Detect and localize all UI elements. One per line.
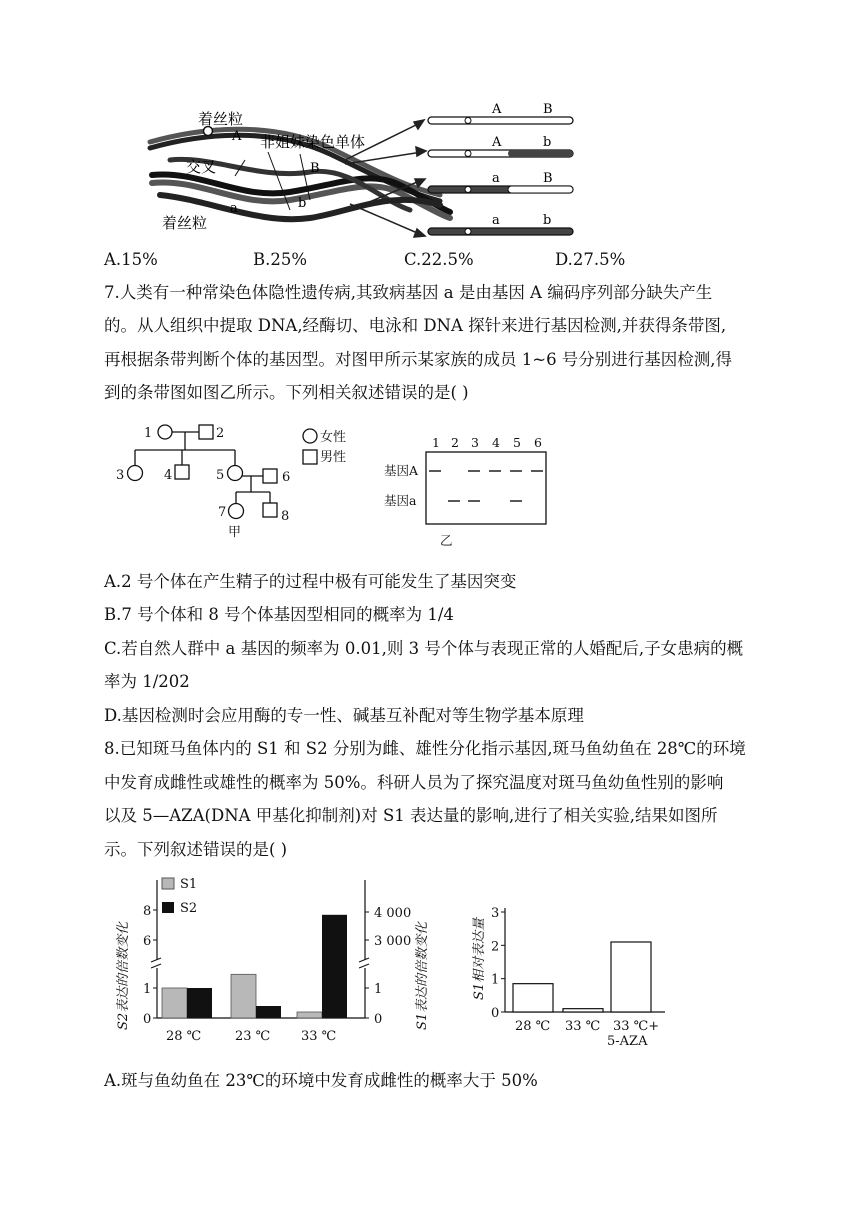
svg-text:6: 6 [282,470,291,485]
x-tick-2: 33 ℃ [301,1029,337,1044]
right-tick-1: 1 [374,982,383,997]
bar-s1-2 [297,1012,322,1018]
pedigree-figure [110,418,370,548]
right-tick-2: 3 000 [374,934,412,949]
svg-text:A: A [492,135,502,150]
pedigree-male-6 [263,469,277,483]
legend-swatch-s2 [162,902,174,913]
svg-text:4: 4 [492,435,500,450]
pedigree-female-3 [128,466,143,481]
label-nonsister: 非姐妹染色单体 [260,133,366,151]
svg-text:B: B [543,171,553,186]
q7-option-a: A.2 号个体在产生精子的过程中极有可能发生了基因突变 [104,572,517,591]
svg-text:8: 8 [281,509,290,524]
svg-text:A: A [492,102,502,117]
chromatid-Ab [428,135,573,157]
bar-s1-1 [231,974,256,1018]
q6-option-b: B.25% [253,250,308,269]
q7-option-d: D.基因检测时会应用酶的专一性、碱基互补配对等生物学基本原理 [104,706,584,725]
gel-caption: 乙 [440,533,453,547]
q7-option-b: B.7 号个体和 8 号个体基因型相同的概率为 1/4 [104,605,454,624]
pedigree-male-8 [263,503,277,517]
pedigree-male-2 [199,425,213,439]
c2-y-tick-2: 2 [491,939,500,955]
c2-bar-0 [513,984,553,1012]
y-label-right: S1表达的倍数变化 [415,921,430,1030]
q8-stem-line-1: 8.已知斑马鱼体内的 S1 和 S2 分别为雌、雄性分化指示基因,斑马鱼幼鱼在 28℃的环境 [104,739,746,758]
legend-female: 女性 [320,430,347,445]
gel-row-A: 基因A [384,463,419,478]
legend-s1: S1 [180,877,198,892]
q8-stem-line-2: 中发育成雌性或雄性的概率为 50%。科研人员为了探究温度对斑马鱼幼鱼性别的影响 [104,773,724,792]
x-tick-0: 28 ℃ [166,1029,202,1044]
c2-x-tick-2-1: 5-AZA [607,1034,648,1049]
bar-s2-0 [187,988,212,1018]
q6-option-c: C.22.5% [404,250,474,269]
pedigree-male-4 [175,465,189,479]
label-centromere-top: 着丝粒 [198,110,244,128]
bar-s2-2 [322,915,347,1018]
c2-y-tick-3: 3 [491,906,500,921]
svg-text:3: 3 [116,468,125,483]
c2-y-tick-0: 0 [491,1006,500,1021]
svg-text:1: 1 [432,435,440,450]
svg-text:5: 5 [513,435,521,450]
left-tick-6: 6 [143,934,152,949]
bar-s1-0 [162,988,187,1018]
label-chiasma: 交叉 [186,158,217,176]
svg-text:6: 6 [534,435,542,450]
left-tick-1: 1 [143,982,152,997]
left-gene-B: B [310,161,320,176]
chart-s1-s2 [100,870,450,1055]
y-label-left: S2表达的倍数变化 [116,921,131,1030]
legend-s2: S2 [180,901,198,916]
right-tick-3: 4 000 [374,906,412,921]
q8-stem-line-4: 示。下列叙述错误的是( ) [104,840,288,859]
svg-text:2: 2 [451,435,459,450]
c2-x-tick-2-0: 33 ℃+ [613,1019,660,1034]
pedigree-caption: 甲 [228,525,242,540]
left-tick-8: 8 [143,904,152,919]
pedigree-female-7 [229,504,244,519]
svg-text:1: 1 [144,426,153,441]
q7-stem-line-3: 再根据条带判断个体的基因型。对图甲所示某家族的成员 1~6 号分别进行基因检测,得 [104,350,733,369]
chart-s1-relative [465,900,695,1060]
c2-x-tick-1-0: 33 ℃ [565,1019,601,1034]
pedigree-female-1 [158,425,172,439]
chromatid-AB [428,102,573,124]
q6-option-a: A.15% [104,250,158,269]
svg-text:7: 7 [218,505,227,520]
label-centromere-bottom: 着丝粒 [162,214,208,232]
q7-option-c-cont: 率为 1/202 [104,672,190,691]
right-tick-0: 0 [374,1012,383,1027]
x-tick-1: 23 ℃ [235,1029,271,1044]
left-gene-A: A [232,129,242,144]
q8-option-a: A.斑与鱼幼鱼在 23℃的环境中发育成雌性的概率大于 50% [104,1071,538,1090]
svg-text:2: 2 [216,426,225,441]
q8-stem-line-3: 以及 5—AZA(DNA 甲基化抑制剂)对 S1 表达量的影响,进行了相关实验,结果如图所 [104,806,718,825]
svg-text:b: b [543,135,552,150]
q6-option-d: D.27.5% [555,250,626,269]
c2-y-label: S1相对表达量 [472,917,487,1000]
svg-text:4: 4 [164,468,173,483]
legend-male: 男性 [320,450,347,465]
svg-text:5: 5 [216,468,225,483]
c2-bar-1 [563,1009,603,1012]
q7-stem-line-4: 到的条带图如图乙所示。下列相关叙述错误的是( ) [104,383,469,402]
left-gene-a: a [230,201,238,216]
svg-text:a: a [492,213,500,228]
left-tick-0: 0 [143,1012,152,1027]
bar-s2-1 [256,1006,281,1018]
legend-swatch-s1 [162,878,174,889]
c2-x-tick-0-0: 28 ℃ [515,1019,551,1034]
crossover-figure [140,100,610,245]
svg-text:b: b [543,213,552,228]
svg-text:B: B [543,102,553,117]
chromatid-aB [428,171,573,193]
q7-option-c: C.若自然人群中 a 基因的频率为 0.01,则 3 号个体与表现正常的人婚配后,子女患病的概 [104,639,744,658]
svg-text:a: a [492,171,500,186]
pedigree-female-5 [228,466,243,481]
c2-bar-2 [611,942,651,1012]
svg-text:3: 3 [471,435,479,450]
gel-row-a: 基因a [384,493,417,508]
c2-y-tick-1: 1 [491,972,500,988]
q7-stem-line-2: 的。从人组织中提取 DNA,经酶切、电泳和 DNA 探针来进行基因检测,并获得条带图, [104,316,727,335]
left-gene-b: b [298,196,307,211]
q7-stem-line-1: 7.人类有一种常染色体隐性遗传病,其致病基因 a 是由基因 A 编码序列部分缺失产生 [104,283,713,302]
gel-figure [380,435,560,547]
